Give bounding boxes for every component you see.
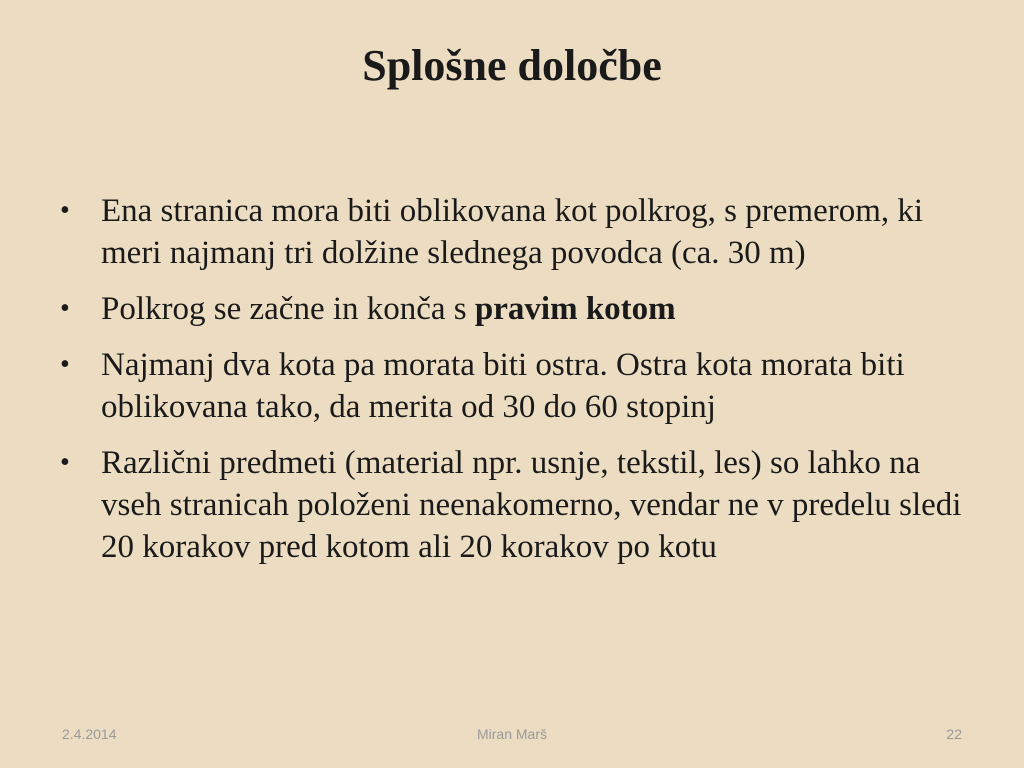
footer-date: 2.4.2014 — [62, 726, 117, 742]
bullet-item-3 — [60, 344, 985, 428]
bullet-text-1: Ena stranica mora biti oblikovana kot polkrog, s premerom, ki meri najmanj tri dolžine slednega povodca (ca. 30 m) — [101, 193, 924, 271]
page-number: 22 — [946, 726, 962, 742]
bullet-item-2 — [60, 288, 985, 330]
bullet-item-4 — [60, 442, 985, 568]
bullet-text-2-bold: pravim kotom — [474, 291, 676, 327]
bullet-list — [60, 190, 985, 582]
bullet-text-2-prefix: Polkrog se začne in konča s — [101, 291, 475, 327]
bullet-text-4: Različni predmeti (material npr. usnje, tekstil, les) so lahko na vseh stranicah položeni neenakomerno, vendar ne v predelu sledi 20 korakov pred kotom ali 20 korakov po kotu — [101, 445, 962, 565]
footer-author: Miran Marš — [476, 726, 547, 742]
bullet-item-1 — [60, 190, 985, 274]
slide-title: Splošne določbe — [362, 41, 662, 90]
bullet-text-3: Najmanj dva kota pa morata biti ostra. Ostra kota morata biti oblikovana tako, da merita od 30 do 60 stopinj — [101, 347, 905, 425]
